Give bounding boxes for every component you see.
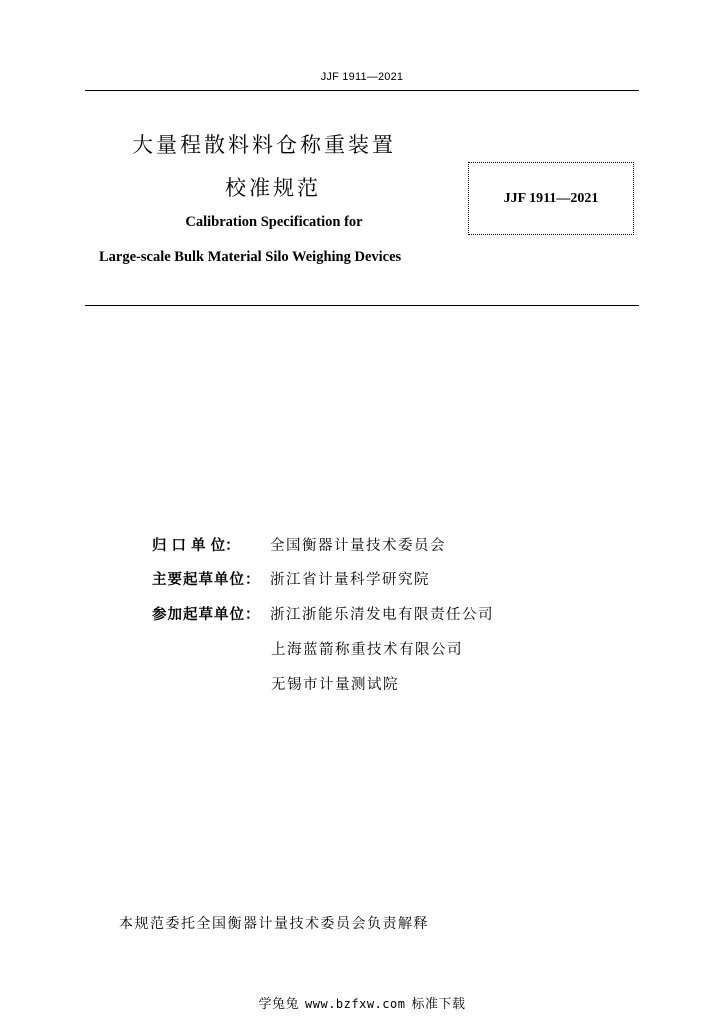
participating-drafter-row bbox=[152, 605, 494, 625]
participating-drafter-value-2: 上海蓝箭称重技术有限公司 bbox=[271, 642, 463, 658]
main-drafter-label: 主要起草单位： bbox=[152, 572, 261, 588]
standard-code-box bbox=[468, 162, 634, 235]
interpretation-note: 本规范委托全国衡器计量技术委员会负责解释 bbox=[119, 916, 429, 932]
top-divider bbox=[85, 90, 639, 91]
main-drafter-value: 浙江省计量科学研究院 bbox=[270, 572, 430, 588]
footer-tagline: 标准下载 bbox=[411, 997, 466, 1012]
responsible-unit-label: 归 口 单 位： bbox=[152, 538, 240, 554]
participating-drafter-label: 参加起草单位： bbox=[152, 607, 261, 623]
responsible-unit-row bbox=[152, 536, 446, 556]
english-title-line-2: Large-scale Bulk Material Silo Weighing Devices bbox=[99, 249, 402, 265]
responsible-unit-value: 全国衡器计量技术委员会 bbox=[270, 538, 446, 554]
footer bbox=[0, 993, 724, 1012]
participating-drafter-value-3: 无锡市计量测试院 bbox=[271, 677, 399, 693]
standard-code-box-text: JJF 1911—2021 bbox=[503, 190, 599, 206]
main-drafter-row bbox=[152, 570, 430, 590]
english-title-line-1: Calibration Specification for bbox=[185, 214, 363, 230]
footer-site-name: 学兔兔 bbox=[258, 997, 300, 1012]
participating-drafter-value-1: 浙江浙能乐清发电有限责任公司 bbox=[270, 607, 494, 623]
middle-divider bbox=[85, 305, 639, 306]
footer-url-link[interactable]: www.bzfxw.com bbox=[305, 997, 406, 1011]
header-standard-code: JJF 1911—2021 bbox=[320, 71, 404, 83]
chinese-title-line-1: 大量程散料料仓称重装置 bbox=[132, 133, 396, 157]
chinese-title-line-2: 校准规范 bbox=[225, 176, 321, 200]
